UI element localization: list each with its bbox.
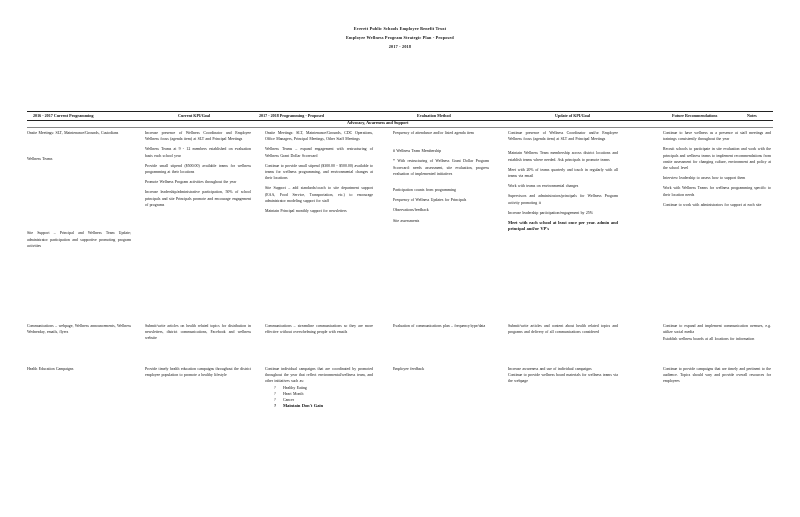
col-proposed-programming: 2017 - 2018 Programming - Proposed [259,113,325,118]
doc-title-line-2: Employee Wellness Program Strategic Plan - Proposed [346,35,454,40]
col-current-kpi: Current KPI/Goal [178,113,211,118]
text-block: Increase awareness and use of individual campaigns [508,367,592,371]
text-block: Increase leadership participation/engagement by 25% [508,210,593,215]
row1-evaluation [393,130,489,228]
text-block: Observations/feedback [393,208,429,213]
text-block: Interview leadership to assess how to support them [663,176,746,181]
text-block: Increase leadership/administrative participation, 50% of school principals and site Principals promote and encourage engagement of programs [145,190,251,207]
text-block: Supervisors and administrators/principals for Wellness Program activity promoting it [508,194,618,205]
text-block: Wellness Teams at 9 - 12 members established on evaluation basis each school year [145,147,251,158]
row2-proposed [265,323,373,339]
text-block: Recruit schools to participate in site evaluation and work with the principals and wellness teams to implement recommendations from onsite assessment for changing culture, environment and policy at the school level [663,147,771,171]
text-block: Frequency of Wellness Updates for Principals [393,198,467,203]
text-block: Health Education Campaigns [27,367,74,371]
text-block: Frequency of attendance and/or listed agenda item [393,131,474,135]
text-block: Communications – streamline communications so they are more effective without overwhelming people with emails [265,324,373,335]
text-block: Maintain Wellness Team membership across district locations and establish teams where needed. Ask principals to promote teams [508,151,618,162]
col-current-programming: 2016 - 2017 Current Programming [33,113,94,118]
row2-future [663,323,771,347]
text-block: Provide timely health education campaigns throughout the district employee population to promote a healthy lifestyle [145,367,251,378]
text-block: Continue to provide wellness board materials for wellness teams via the webpage [508,373,618,384]
text-block: Work with Wellness Teams for wellness programming specific to their location needs [663,186,771,197]
text-block: Maintain Principal monthly support for newsletters [265,209,347,214]
row3-evaluation [393,366,499,376]
text-block: Continue to expand and implement communication avenues, e.g. utilize social media [663,324,771,335]
row1-current [27,130,131,253]
text-block: Meet with each school at least once per year. admin and principal and/or VP's [508,220,618,232]
text-block: Establish wellness boards at all locations for information [663,337,755,342]
text-block: Onsite Meetings: SLT, Maintenance/Grounds, Custodians [27,131,119,135]
text-block: Wellness Teams – expand engagement with restructuring of Wellness Grant Dollar Scorecard [265,147,373,158]
doc-title-line-3: 2017 - 2018 [388,44,412,49]
row3-proposed [265,366,373,409]
row3-future [663,366,771,389]
text-block: Wellness Teams [27,157,53,162]
text-block: Site Support – Principal and Wellness Team Update; administrator participation and supportive promoting program activities [27,231,131,248]
text-block: Communications – webpage, Wellness announcements, Wellness Wednesday, emails, flyers [27,324,131,335]
row1-kpi [145,130,251,212]
section-title: Advocacy, Awareness and Support [347,120,409,125]
list-item: ? Cancer [283,397,373,403]
text-block: Submit/write articles and content about health related topics and programs and delivery of all communications considered [508,324,618,335]
row1-proposed [265,130,373,218]
row2-evaluation [393,323,499,333]
list-item: ? Healthy Eating [283,385,373,391]
text-block: Continue to provide campaigns that are timely and pertinent to the audience. Topics should vary and provide overall resources for employees [663,367,771,384]
campaign-list [265,385,373,410]
text-block: Continue presence of Wellness Coordinator and/or Employee Wellness focus (agenda item) at SLT and Principal Meetings [508,131,618,142]
text-block: Meet with 20% of teams quarterly and touch in regularly with all teams via email [508,167,618,179]
section-header [27,119,773,128]
col-future-recommendations: Future Recommendations [672,113,718,118]
doc-title-line-1: Everett Public Schools Employee Benefit Trust [353,26,447,31]
row3-update [508,366,618,389]
col-evaluation-method: Evaluation Method [417,113,451,118]
row3-kpi [145,366,251,382]
row1-update [508,130,618,236]
row2-update [508,323,618,339]
text-block: Evaluation of communications plan – frequency/type/data [393,324,486,328]
text-block: Promote Wellness Program activities throughout the year [145,180,237,185]
text-block: Employee feedback [393,367,425,371]
text-block: Continue individual campaigns that are coordinated by promoted throughout the year that reflect environmental/wellness team, and other initiatives such as: [265,367,373,384]
col-notes: Notes [747,113,757,118]
text-block: # Wellness Team Membership [393,149,442,154]
text-block: Site Support – add standards/coach to site department support (EAA, Food Service, Transportation, etc.) to encourage administrator modeling support for staff [265,186,373,203]
text-block: Provide small stipend ($500.00) available teams for wellness programming at their locations [145,163,251,175]
list-item: ? Heart Month [283,391,373,397]
text-block: Site assessments [393,218,420,223]
row3-current [27,366,131,376]
text-block: Continue to work with administrators for support at each site [663,202,762,207]
text-block: Onsite Meetings: SLT, Maintenance/Grounds, CDC Operations, Office Managers, Principal Meetings, Other Staff Meetings [265,131,373,142]
text-block: * With restructuring of Wellness Grant Dollar Program Scorecard: needs assessment, site evaluation, progress evaluation of implemented initiatives [393,159,489,176]
text-block: Work with teams on environmental changes [508,184,579,189]
row1-future [663,130,771,212]
text-block: Increase presence of Wellness Coordinator and Employee Wellness focus (agenda item) at SLT and Principal Meetings [145,131,251,142]
text-block: Continue to provide small stipend ($300.00 - $500.00) available to teams for wellness programming, and environmental changes at their locations [265,163,373,181]
row2-kpi [145,323,251,346]
list-item: ? Maintain Don't Gain [283,403,373,409]
text-block: Submit/write articles on health related topics for distribution in newsletters, district communications, Facebook and wellness website [145,324,251,341]
text-block: Continue to have wellness as a presence at staff meetings and trainings consistently throughout the year [663,131,771,142]
col-update-kpi: Update of KPI/Goal [555,113,591,118]
row2-current [27,323,131,339]
text-block: Participation counts from programming [393,188,456,193]
